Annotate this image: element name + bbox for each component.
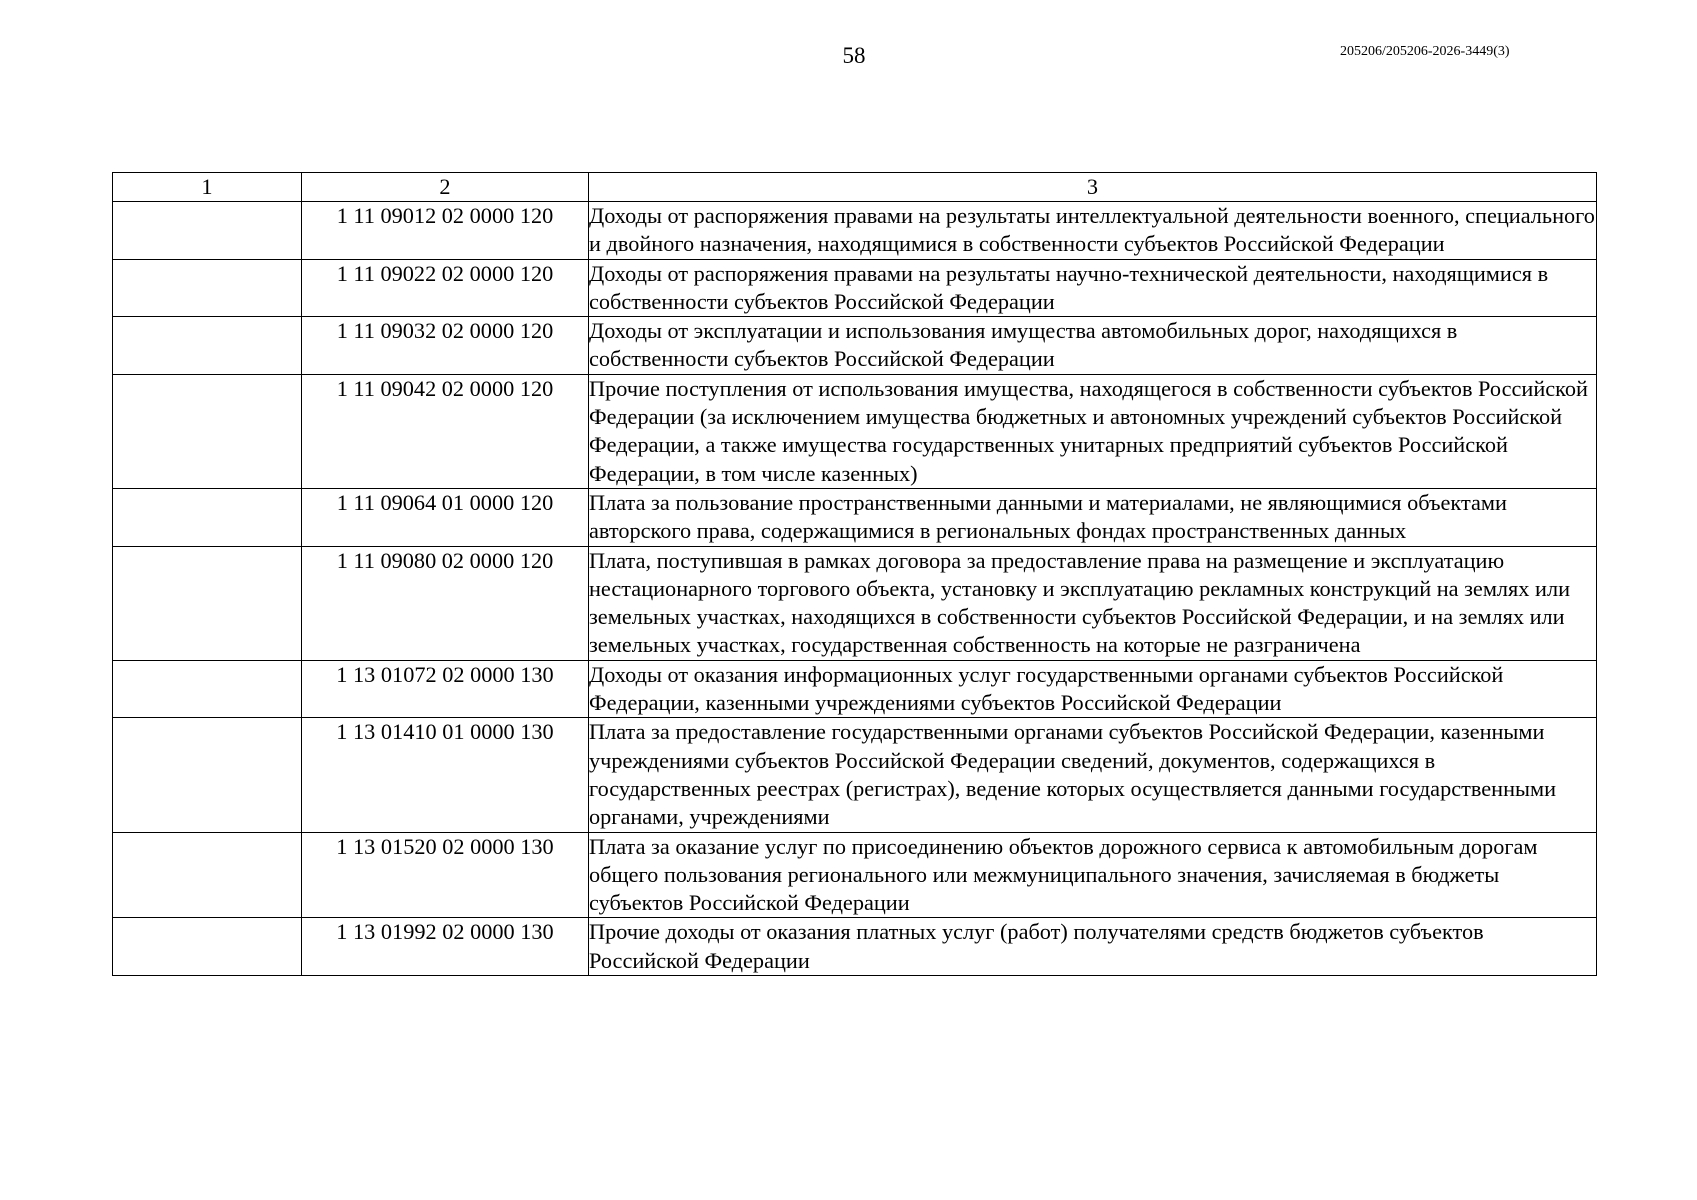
revenue-description: Доходы от оказания информационных услуг государственными органами субъектов Российской Федерации, казенными учреждениями субъектов Российской Федерации	[589, 660, 1597, 718]
budget-code: 1 11 09012 02 0000 120	[302, 202, 589, 260]
row-cell-col1	[113, 488, 302, 546]
revenue-description: Доходы от распоряжения правами на результаты интеллектуальной деятельности военного, специального и двойного назначения, находящимися в собственности субъектов Российской Федерации	[589, 202, 1597, 260]
row-cell-col1	[113, 718, 302, 832]
budget-code: 1 11 09080 02 0000 120	[302, 546, 589, 660]
table-row	[113, 488, 1597, 546]
table-header-row	[113, 173, 1597, 202]
table-row	[113, 718, 1597, 832]
budget-code: 1 11 09022 02 0000 120	[302, 259, 589, 317]
table-row	[113, 918, 1597, 976]
table-row	[113, 202, 1597, 260]
row-cell-col1	[113, 202, 302, 260]
table-row	[113, 546, 1597, 660]
row-cell-col1	[113, 374, 302, 488]
column-header-3: 3	[589, 173, 1597, 202]
row-cell-col1	[113, 832, 302, 918]
table-row	[113, 660, 1597, 718]
column-header-1: 1	[113, 173, 302, 202]
revenue-codes-table	[112, 172, 1597, 976]
table-row	[113, 832, 1597, 918]
table-row	[113, 317, 1597, 375]
budget-code: 1 13 01992 02 0000 130	[302, 918, 589, 976]
budget-code: 1 11 09032 02 0000 120	[302, 317, 589, 375]
revenue-description: Плата за предоставление государственными органами субъектов Российской Федерации, казенными учреждениями субъектов Российской Федерации сведений, документов, содержащихся в государственных реестрах (регистрах), ведение которых осуществляется данными государственными органами, учреждениями	[589, 718, 1597, 832]
column-header-2: 2	[302, 173, 589, 202]
budget-code: 1 13 01520 02 0000 130	[302, 832, 589, 918]
budget-code: 1 11 09064 01 0000 120	[302, 488, 589, 546]
revenue-description: Прочие поступления от использования имущества, находящегося в собственности субъектов Российской Федерации (за исключением имущества бюджетных и автономных учреждений субъектов Российской Федерации, а также имущества государственных унитарных предприятий субъектов Российской Федерации, в том числе казенных)	[589, 374, 1597, 488]
row-cell-col1	[113, 259, 302, 317]
table-row	[113, 259, 1597, 317]
revenue-description: Плата за пользование пространственными данными и материалами, не являющимися объектами авторского права, содержащимися в региональных фондах пространственных данных	[589, 488, 1597, 546]
row-cell-col1	[113, 317, 302, 375]
document-id: 205206/205206-2026-3449(3)	[1340, 44, 1510, 59]
revenue-description: Прочие доходы от оказания платных услуг (работ) получателями средств бюджетов субъектов Российской Федерации	[589, 918, 1597, 976]
revenue-description: Доходы от эксплуатации и использования имущества автомобильных дорог, находящихся в собственности субъектов Российской Федерации	[589, 317, 1597, 375]
row-cell-col1	[113, 660, 302, 718]
table-row	[113, 374, 1597, 488]
row-cell-col1	[113, 918, 302, 976]
page-number: 58	[842, 43, 866, 68]
budget-code: 1 13 01072 02 0000 130	[302, 660, 589, 718]
budget-code: 1 11 09042 02 0000 120	[302, 374, 589, 488]
revenue-description: Плата, поступившая в рамках договора за предоставление права на размещение и эксплуатацию нестационарного торгового объекта, установку и эксплуатацию рекламных конструкций на землях или земельных участках, находящихся в собственности субъектов Российской Федерации, и на землях или земельных участках, государственная собственность на которые не разграничена	[589, 546, 1597, 660]
revenue-description: Плата за оказание услуг по присоединению объектов дорожного сервиса к автомобильным дорогам общего пользования регионального или межмуниципального значения, зачисляемая в бюджеты субъектов Российской Федерации	[589, 832, 1597, 918]
row-cell-col1	[113, 546, 302, 660]
revenue-description: Доходы от распоряжения правами на результаты научно-технической деятельности, находящимися в собственности субъектов Российской Федерации	[589, 259, 1597, 317]
budget-code: 1 13 01410 01 0000 130	[302, 718, 589, 832]
